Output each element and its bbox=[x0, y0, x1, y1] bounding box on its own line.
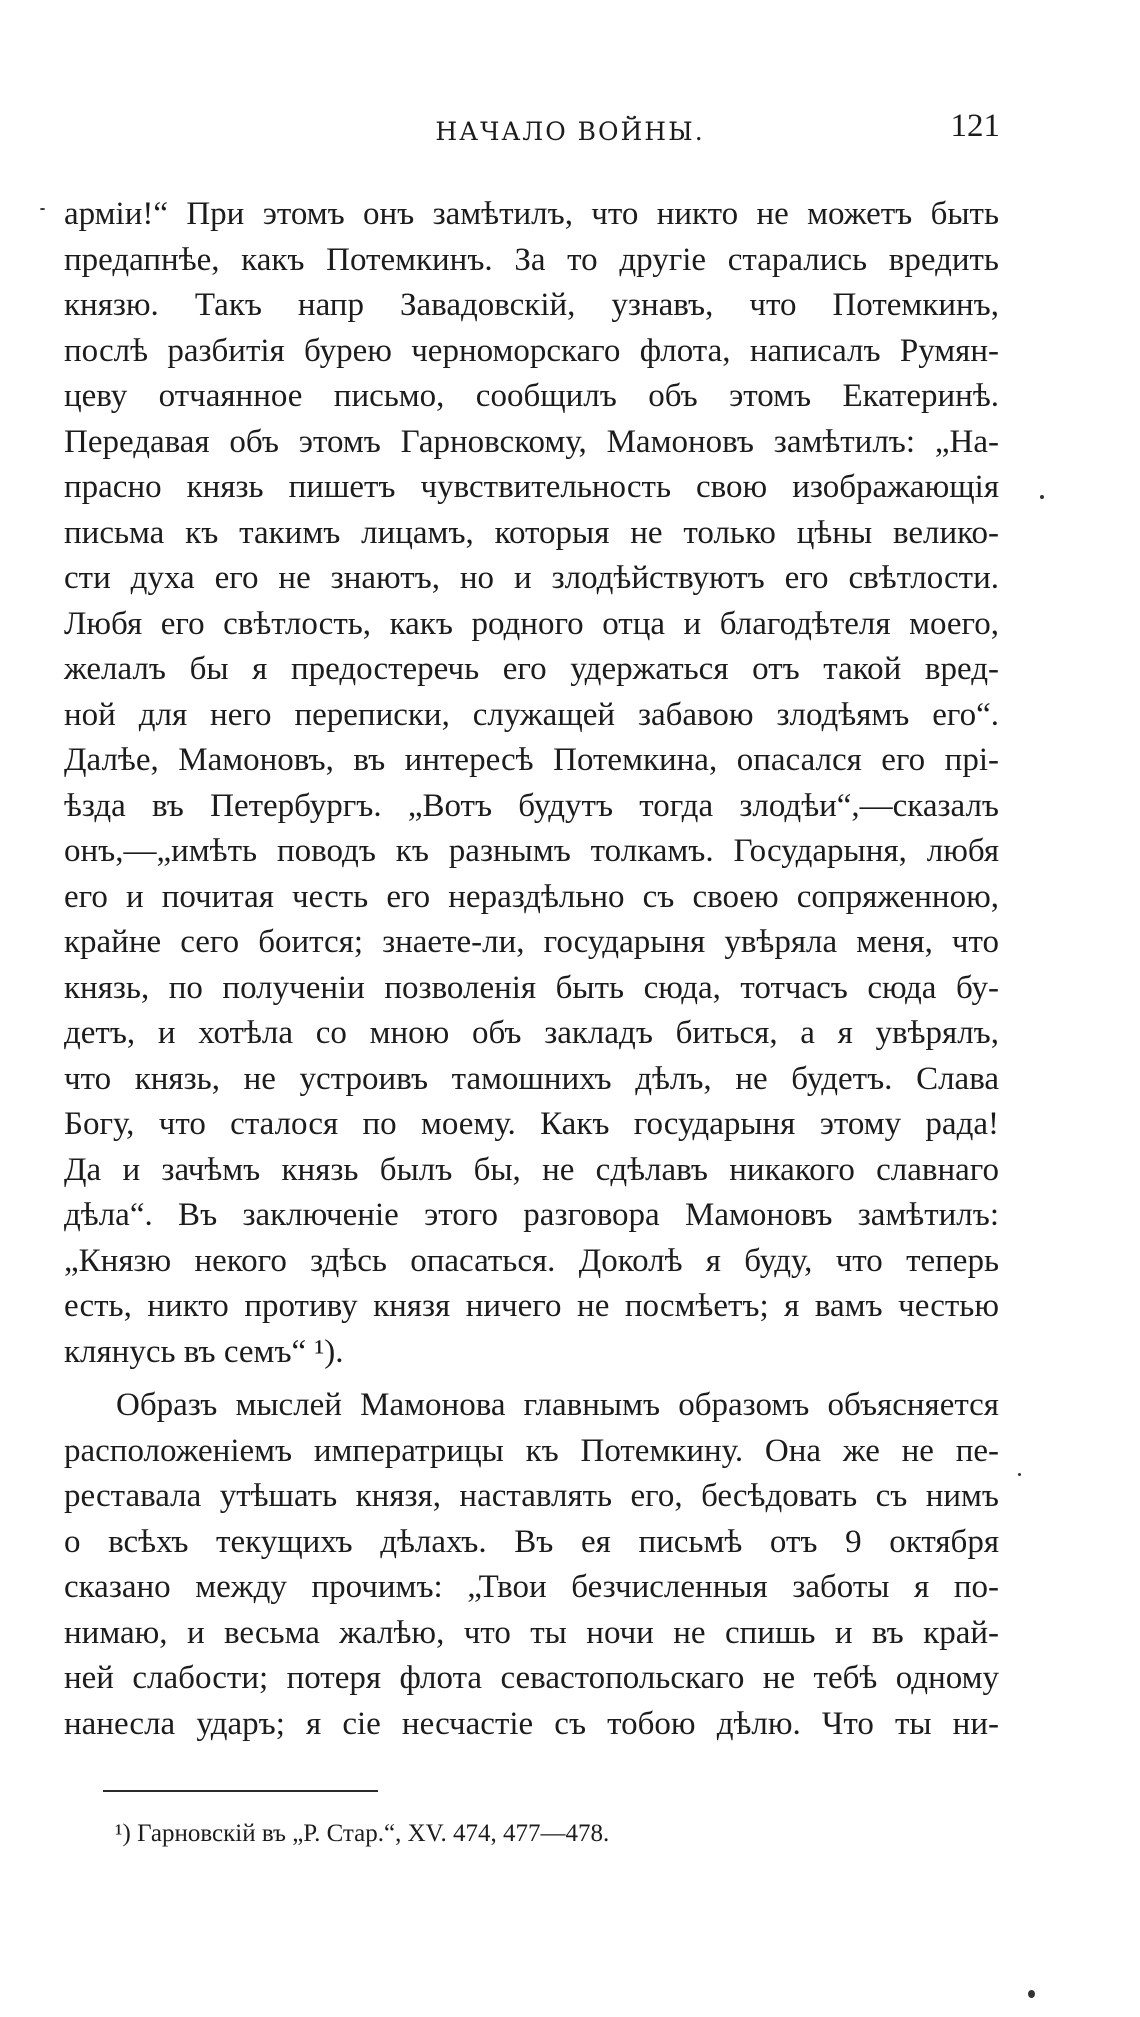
text-line: послѣ разбитія бурею черноморскаго флота, написалъ Румян- bbox=[64, 332, 999, 369]
text-line: князь, по полученіи позволенія быть сюда, тотчасъ сюда бу- bbox=[64, 969, 999, 1006]
text-line: что князь, не устроивъ тамошнихъ дѣлъ, не будетъ. Слава bbox=[64, 1060, 999, 1097]
text-line: о всѣхъ текущихъ дѣлахъ. Въ ея письмѣ отъ 9 октября bbox=[64, 1523, 999, 1560]
text-line: арміи!“ При этомъ онъ замѣтилъ, что никто не можетъ быть bbox=[64, 196, 999, 232]
text-line: онъ,—„имѣть поводъ къ разнымъ толкамъ. Государыня, любя bbox=[64, 833, 999, 869]
text-line: крайне сего боится; знаете-ли, государыня увѣряла меня, что bbox=[64, 924, 999, 960]
paragraph-1 bbox=[64, 192, 999, 1375]
text-line: дѣла“. Въ заключеніе этого разговора Мамоновъ замѣтилъ: bbox=[64, 1197, 999, 1233]
text-line: сти духа его не знаютъ, но и злодѣйствуютъ его свѣтлости. bbox=[64, 560, 999, 596]
page-number: 121 bbox=[950, 108, 1000, 144]
running-title: НАЧАЛО ВОЙНЫ. bbox=[435, 117, 705, 146]
text-line: Богу, что сталося по моему. Какъ государыня этому рада! bbox=[64, 1106, 999, 1142]
text-line: детъ, и хотѣла со мною объ закладъ биться, а я увѣрялъ, bbox=[64, 1015, 999, 1051]
text-line: „Князю некого здѣсь опасаться. Доколѣ я буду, что теперь bbox=[64, 1242, 999, 1279]
text-line: сказано между прочимъ: „Твои безчисленныя заботы я по- bbox=[64, 1569, 999, 1605]
paragraph-2 bbox=[64, 1383, 999, 1747]
text-line: расположеніемъ императрицы къ Потемкину. Она же не пе- bbox=[64, 1432, 999, 1469]
scan-speck bbox=[1028, 1990, 1035, 1998]
text-line: Далѣе, Мамоновъ, въ интересѣ Потемкина, опасался его прі- bbox=[64, 742, 999, 778]
footnote: ¹) Гарновскій въ „Р. Стар.“, XV. 474, 477—478. bbox=[115, 1820, 610, 1847]
text-line: ней слабости; потеря флота севастопольскаго не тебѣ одному bbox=[64, 1660, 999, 1696]
text-line: его и почитая честь его нераздѣльно съ своею сопряженною, bbox=[64, 878, 999, 915]
text-line: князю. Такъ напр Завадовскій, узнавъ, что Потемкинъ, bbox=[64, 287, 999, 323]
body-text bbox=[64, 192, 999, 1747]
footnote-divider bbox=[103, 1790, 378, 1792]
text-line: Передавая объ этомъ Гарновскому, Мамоновъ замѣтилъ: „На- bbox=[64, 423, 999, 460]
scan-speck bbox=[40, 208, 45, 210]
text-line: ной для него переписки, служащей забавою злодѣямъ его“. bbox=[64, 696, 999, 733]
text-line: цеву отчаянное письмо, сообщилъ объ этомъ Екатеринѣ. bbox=[64, 378, 999, 414]
text-line: желалъ бы я предостеречь его удержаться отъ такой вред- bbox=[64, 651, 999, 687]
text-line: Образъ мыслей Мамонова главнымъ образомъ объясняется bbox=[116, 1387, 999, 1423]
scan-speck bbox=[1040, 495, 1044, 499]
text-line: ѣзда въ Петербургъ. „Вотъ будутъ тогда злодѣи“,—сказалъ bbox=[64, 787, 999, 824]
scan-speck bbox=[1018, 1473, 1021, 1476]
text-line: прасно князь пишетъ чувствительность свою изображающія bbox=[64, 469, 999, 505]
text-line: Любя его свѣтлость, какъ родного отца и благодѣтеля моего, bbox=[64, 605, 999, 642]
text-line: нанесла ударъ; я сіе несчастіе съ тобою дѣлю. Что ты ни- bbox=[64, 1705, 999, 1742]
text-line: предапнѣе, какъ Потемкинъ. За то другіе старались вредить bbox=[64, 241, 999, 278]
text-line: реставала утѣшать князя, наставлять его, бесѣдовать съ нимъ bbox=[64, 1478, 999, 1514]
paragraph-spacer bbox=[64, 1375, 999, 1383]
text-line: Да и зачѣмъ князь былъ бы, не сдѣлавъ никакого славнаго bbox=[64, 1151, 999, 1188]
text-line: есть, никто противу князя ничего не посмѣетъ; я вамъ честью bbox=[64, 1288, 999, 1324]
text-line: нимаю, и весьма жалѣю, что ты ночи не спишь и въ край- bbox=[64, 1614, 999, 1651]
text-line: клянусь въ семъ“ ¹). bbox=[64, 1333, 344, 1370]
text-line: письма къ такимъ лицамъ, которыя не только цѣны велико- bbox=[64, 514, 999, 551]
